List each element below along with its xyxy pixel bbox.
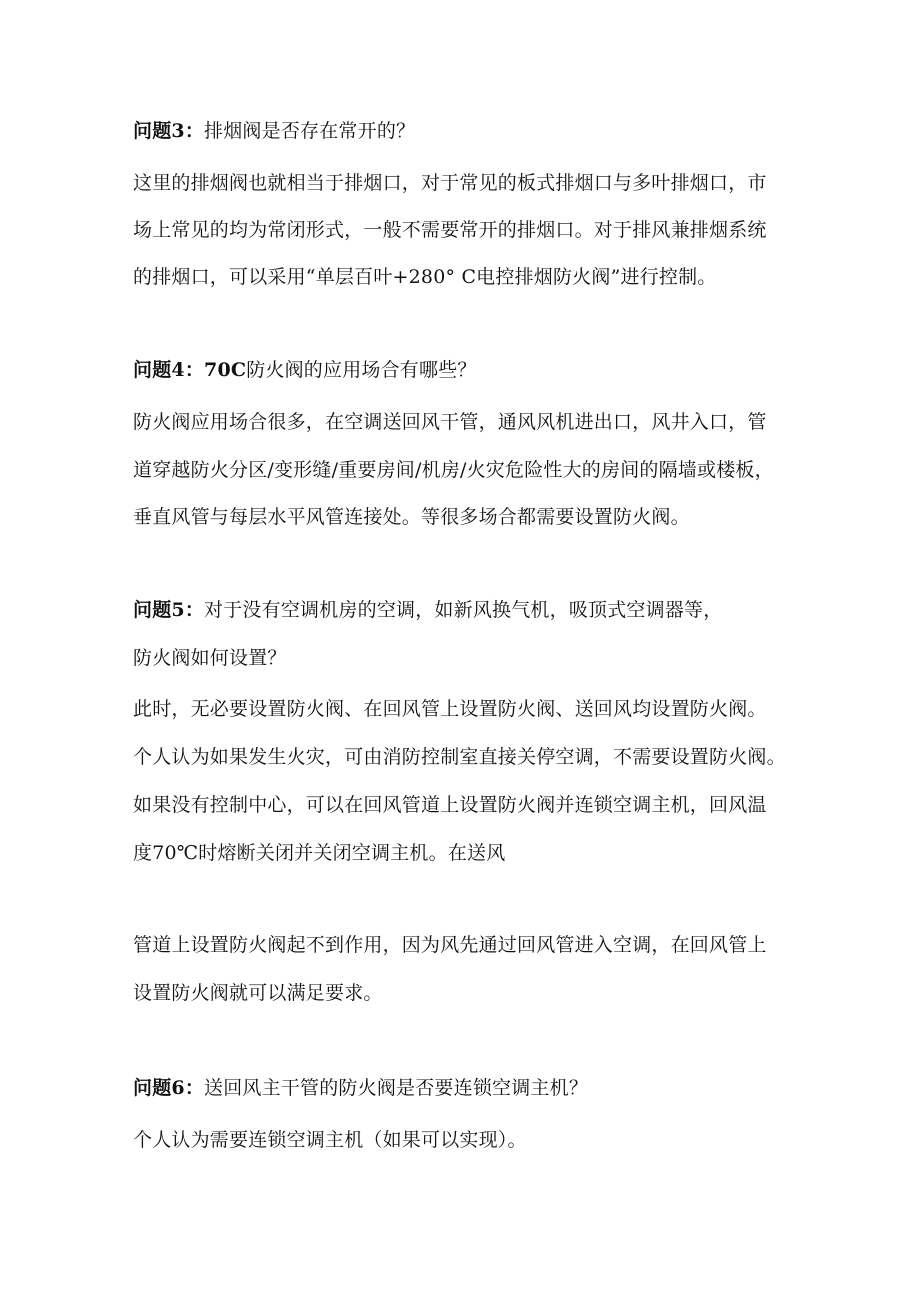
answer-5-line-1: 此时，无必要设置防火阀、在回风管上设置防火阀、送回风均设置防火阀。 [133,698,767,720]
question-6-heading [133,1075,803,1101]
answer-3-line-3: 的排烟口，可以采用“单层百叶+280° C电控排烟防火阀”进行控制。 [133,266,717,288]
question-5-prefix: 问题5： [133,599,205,621]
question-4-heading [133,357,803,383]
answer-3-line-2: 场上常见的均为常闭形式，一般不需要常开的排烟口。对于排风兼排烟系统 [133,219,767,241]
question-3-prefix: 问题3： [133,120,205,142]
answer-3-line-1: 这里的排烟阀也就相当于排烟口，对于常见的板式排烟口与多叶排烟口，市 [133,172,767,194]
question-5-continuation: 防火阀如何设置？ [133,647,287,669]
answer-5-line-4: 度70℃时熔断关闭并关闭空调主机。在送风 [133,842,506,864]
answer-5-line-5: 管道上设置防火阀起不到作用，因为风先通过回风管进入空调，在回风管上 [133,934,767,956]
question-5-text: 对于没有空调机房的空调，如新风换气机，吸顶式空调器等， [204,599,723,621]
question-5-heading [133,597,803,623]
answer-6-line-1: 个人认为需要连锁空调主机（如果可以实现）。 [133,1129,527,1151]
answer-4-line-2: 道穿越防火分区/变形缝/重要房间/机房/火灾危险性大的房间的隔墙或楼板， [133,459,774,481]
answer-5-line-3: 如果没有控制中心，可以在回风管道上设置防火阀并连锁空调主机，回风温 [133,794,767,816]
question-3-text: 排烟阀是否存在常开的？ [204,120,416,142]
answer-5-line-6: 设置防火阀就可以满足要求。 [133,982,383,1004]
answer-4-line-1: 防火阀应用场合很多，在空调送回风干管，通风风机进出口，风井入口，管 [133,411,767,433]
question-6-prefix: 问题6： [133,1077,205,1099]
question-4-text: 防火阀的应用场合有哪些？ [246,359,477,381]
answer-4-line-3: 垂直风管与每层水平风管连接处。等很多场合都需要设置防火阀。 [133,506,690,528]
question-4-prefix: 问题4：70C [133,359,247,381]
answer-5-line-2: 个人认为如果发生火灾，可由消防控制室直接关停空调，不需要设置防火阀。 [133,746,786,768]
question-6-text: 送回风主干管的防火阀是否要连锁空调主机？ [204,1077,589,1099]
question-3-heading [133,118,803,144]
